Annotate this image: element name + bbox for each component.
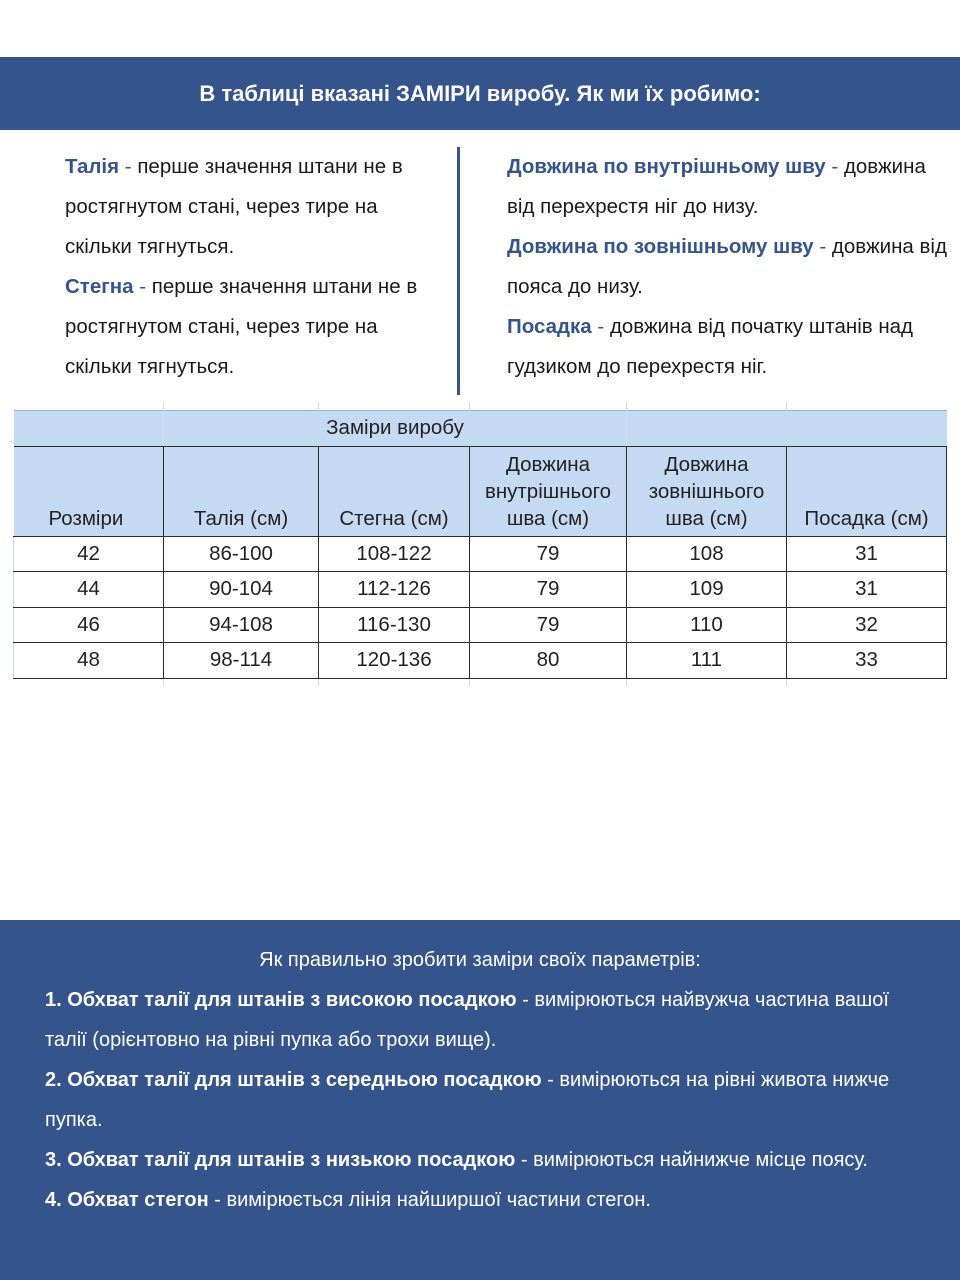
table-cell: 90-104 xyxy=(164,572,319,608)
footer-title: Як правильно зробити заміри своїх параметрів: xyxy=(259,949,701,971)
instruction-item xyxy=(45,1140,935,1180)
table-cell: 116-130 xyxy=(319,607,470,643)
title-empty-cell xyxy=(787,410,947,446)
instruction-heading: 2. Обхват талії для штанів з середньою посадкою xyxy=(45,1069,542,1091)
column-header xyxy=(14,446,164,536)
column-header xyxy=(319,446,470,536)
table-cell: 98-114 xyxy=(164,643,319,679)
table-cell: 44 xyxy=(14,572,164,608)
spacer-cell xyxy=(470,678,627,686)
column-header-line: Довжина xyxy=(505,452,591,476)
table-row xyxy=(14,607,947,643)
definition-separator: - xyxy=(119,155,138,178)
table-cell: 108 xyxy=(627,536,787,572)
definition-separator: - xyxy=(591,315,610,338)
table-cell: 46 xyxy=(14,607,164,643)
definitions-left-column xyxy=(65,147,450,387)
definition-term: Довжина по зовнішньому шву xyxy=(507,235,814,258)
definition-text: довжина від початку штанів над гудзиком до перехрестя ніг. xyxy=(507,315,914,378)
table-spacer-row xyxy=(14,678,947,686)
title-empty-cell xyxy=(627,410,787,446)
table-title-row xyxy=(14,410,947,446)
instruction-text: - вимірюється лінія найширшої частини стегон. xyxy=(208,1189,651,1211)
table-cell: 79 xyxy=(470,572,627,608)
definition-inseam xyxy=(507,147,947,227)
definition-outseam xyxy=(507,227,947,307)
column-header-line: зовнішнього xyxy=(648,479,765,503)
spacer-cell xyxy=(787,402,947,410)
table-cell: 109 xyxy=(627,572,787,608)
instruction-item xyxy=(45,1060,935,1140)
instruction-heading: 4. Обхват стегон xyxy=(45,1189,209,1211)
spacer-cell xyxy=(787,678,947,686)
measurement-instructions xyxy=(45,980,935,1220)
column-header-line: шва (см) xyxy=(665,506,748,530)
header-banner xyxy=(0,57,960,130)
spacer-cell xyxy=(470,402,627,410)
instruction-heading: 1. Обхват талії для штанів з високою посадкою xyxy=(45,989,517,1011)
table-header-row xyxy=(14,446,947,536)
spacer-cell xyxy=(319,678,470,686)
definition-term: Талія xyxy=(65,155,120,178)
table-row xyxy=(14,536,947,572)
definition-text: довжина від перехрестя ніг до низу. xyxy=(507,155,926,218)
spacer-cell xyxy=(14,678,164,686)
instruction-heading: 3. Обхват талії для штанів з низькою посадкою xyxy=(45,1149,516,1171)
definition-text: довжина від пояса до низу. xyxy=(507,235,947,298)
definition-text: перше значення штани не в ростягнутом стані, через тире на скільки тягнуться. xyxy=(65,155,403,258)
table-cell: 94-108 xyxy=(164,607,319,643)
spacer-cell xyxy=(164,402,319,410)
spacer-cell xyxy=(627,402,787,410)
table-cell: 80 xyxy=(470,643,627,679)
size-table xyxy=(13,402,947,686)
column-header-line: Розміри xyxy=(48,506,124,530)
definitions-section xyxy=(0,130,960,400)
instruction-item xyxy=(45,980,935,1060)
definition-term: Стегна xyxy=(65,275,134,298)
header-title: В таблиці вказані ЗАМІРИ виробу. Як ми їх робимо: xyxy=(199,80,761,106)
column-header-line: Талія (см) xyxy=(193,506,289,530)
definition-hips xyxy=(65,267,450,387)
table-cell: 86-100 xyxy=(164,536,319,572)
table-spacer-row xyxy=(14,402,947,410)
spacer-cell xyxy=(319,402,470,410)
definition-term: Посадка xyxy=(507,315,592,338)
definition-separator: - xyxy=(825,155,844,178)
table-cell: 48 xyxy=(14,643,164,679)
table-cell: 79 xyxy=(470,607,627,643)
spacer-cell xyxy=(14,402,164,410)
table-cell: 42 xyxy=(14,536,164,572)
table-cell: 31 xyxy=(787,572,947,608)
instruction-text: - вимірюються на рівні живота нижче пупка. xyxy=(45,1069,890,1131)
column-header-line: внутрішнього xyxy=(484,479,612,503)
table-row xyxy=(14,572,947,608)
table-cell: 111 xyxy=(627,643,787,679)
column-header-line: Посадка (см) xyxy=(804,506,929,530)
column-header xyxy=(627,446,787,536)
definitions-right-column xyxy=(507,147,947,387)
footer-banner xyxy=(0,920,960,1280)
definition-text: перше значення штани не в ростягнутом стані, через тире на скільки тягнуться. xyxy=(65,275,418,378)
column-header xyxy=(470,446,627,536)
instruction-item xyxy=(45,1180,935,1220)
table-title: Заміри виробу xyxy=(164,410,627,446)
table-cell: 108-122 xyxy=(319,536,470,572)
table-cell: 112-126 xyxy=(319,572,470,608)
column-header-line: Довжина xyxy=(664,452,749,476)
spacer-cell xyxy=(627,678,787,686)
title-empty-cell xyxy=(14,410,164,446)
table-cell: 110 xyxy=(627,607,787,643)
table-cell: 120-136 xyxy=(319,643,470,679)
instruction-text: - вимірюються найвужча частина вашої талії (орієнтовно на рівні пупка або трохи вище). xyxy=(45,989,889,1051)
definition-separator: - xyxy=(813,235,832,258)
table-cell: 32 xyxy=(787,607,947,643)
table-row xyxy=(14,643,947,679)
column-header-line: Стегна (см) xyxy=(339,506,449,530)
definition-rise xyxy=(507,307,947,387)
instruction-text: - вимірюються найнижче місце поясу. xyxy=(515,1149,868,1171)
spacer-cell xyxy=(164,678,319,686)
table-cell: 79 xyxy=(470,536,627,572)
definition-waist xyxy=(65,147,450,267)
table-cell: 33 xyxy=(787,643,947,679)
column-header xyxy=(787,446,947,536)
column-header-line: шва (см) xyxy=(506,506,590,530)
definition-separator: - xyxy=(133,275,152,298)
table-cell: 31 xyxy=(787,536,947,572)
definition-term: Довжина по внутрішньому шву xyxy=(507,155,826,178)
column-divider xyxy=(457,147,460,395)
size-table-wrapper xyxy=(13,402,946,686)
column-header xyxy=(164,446,319,536)
